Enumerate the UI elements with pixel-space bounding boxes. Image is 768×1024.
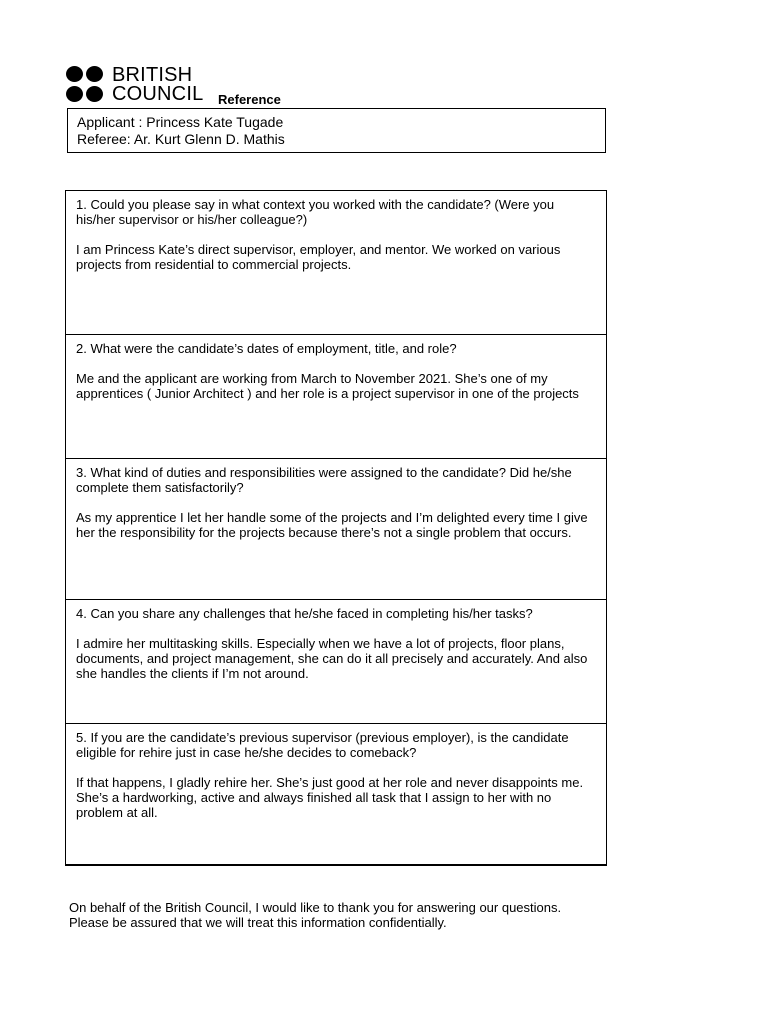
applicant-info-box: [67, 108, 606, 153]
question-cell-5: [66, 724, 607, 865]
logo-dots-icon: [66, 66, 106, 102]
answer-text-3: As my apprentice I let her handle some of the projects and I’m delighted every time I give her the responsibility for the projects because there’s not a single problem that occurs.: [76, 510, 588, 540]
closing-line-1: On behalf of the British Council, I would like to thank you for answering our questions.: [69, 900, 562, 915]
logo-text-british: BRITISH: [112, 64, 193, 86]
question-row-3: [66, 459, 607, 600]
reference-questions-table: [65, 190, 607, 866]
logo-text-council: COUNCIL: [112, 83, 204, 105]
applicant-line: Applicant : Princess Kate Tugade: [77, 114, 284, 130]
question-row-4: [66, 600, 607, 724]
question-text-3: 3. What kind of duties and responsibilities were assigned to the candidate? Did he/she complete them satisfactorily?: [76, 465, 572, 495]
answer-text-4: I admire her multitasking skills. Especially when we have a lot of projects, floor plans, documents, and project management, she can do it all precisely and accurately. And also she handles the clients if I’m not around.: [76, 636, 588, 681]
question-text-5: 5. If you are the candidate’s previous supervisor (previous employer), is the candidate eligible for rehire just in case he/she decides to comeback?: [76, 730, 569, 760]
question-text-1: 1. Could you please say in what context you worked with the candidate? (Were you his/her supervisor or his/her colleague?): [76, 197, 555, 227]
question-text-4: 4. Can you share any challenges that he/she faced in completing his/her tasks?: [76, 606, 533, 621]
answer-text-5: If that happens, I gladly rehire her. She’s just good at her role and never disappoints me. She’s a hardworking, active and always finished all task that I assign to her with no problem at all.: [76, 775, 584, 820]
question-cell-2: [66, 335, 607, 459]
question-cell-4: [66, 600, 607, 724]
answer-text-1: I am Princess Kate’s direct supervisor, employer, and mentor. We worked on various projects from residential to commercial projects.: [76, 242, 561, 272]
reference-heading: Reference: [218, 92, 281, 107]
referee-line: Referee: Ar. Kurt Glenn D. Mathis: [77, 131, 285, 147]
question-row-5: [66, 724, 607, 865]
question-row-1: [66, 191, 607, 335]
question-cell-3: [66, 459, 607, 600]
british-council-logo: [66, 64, 216, 104]
question-cell-1: [66, 191, 607, 335]
question-text-2: 2. What were the candidate’s dates of employment, title, and role?: [76, 341, 457, 356]
answer-text-2: Me and the applicant are working from March to November 2021. She’s one of my apprentices ( Junior Architect ) and her role is a project supervisor in one of the projects: [76, 371, 579, 401]
question-row-2: [66, 335, 607, 459]
closing-line-2: Please be assured that we will treat this information confidentially.: [69, 915, 447, 930]
closing-statement: [69, 900, 629, 930]
